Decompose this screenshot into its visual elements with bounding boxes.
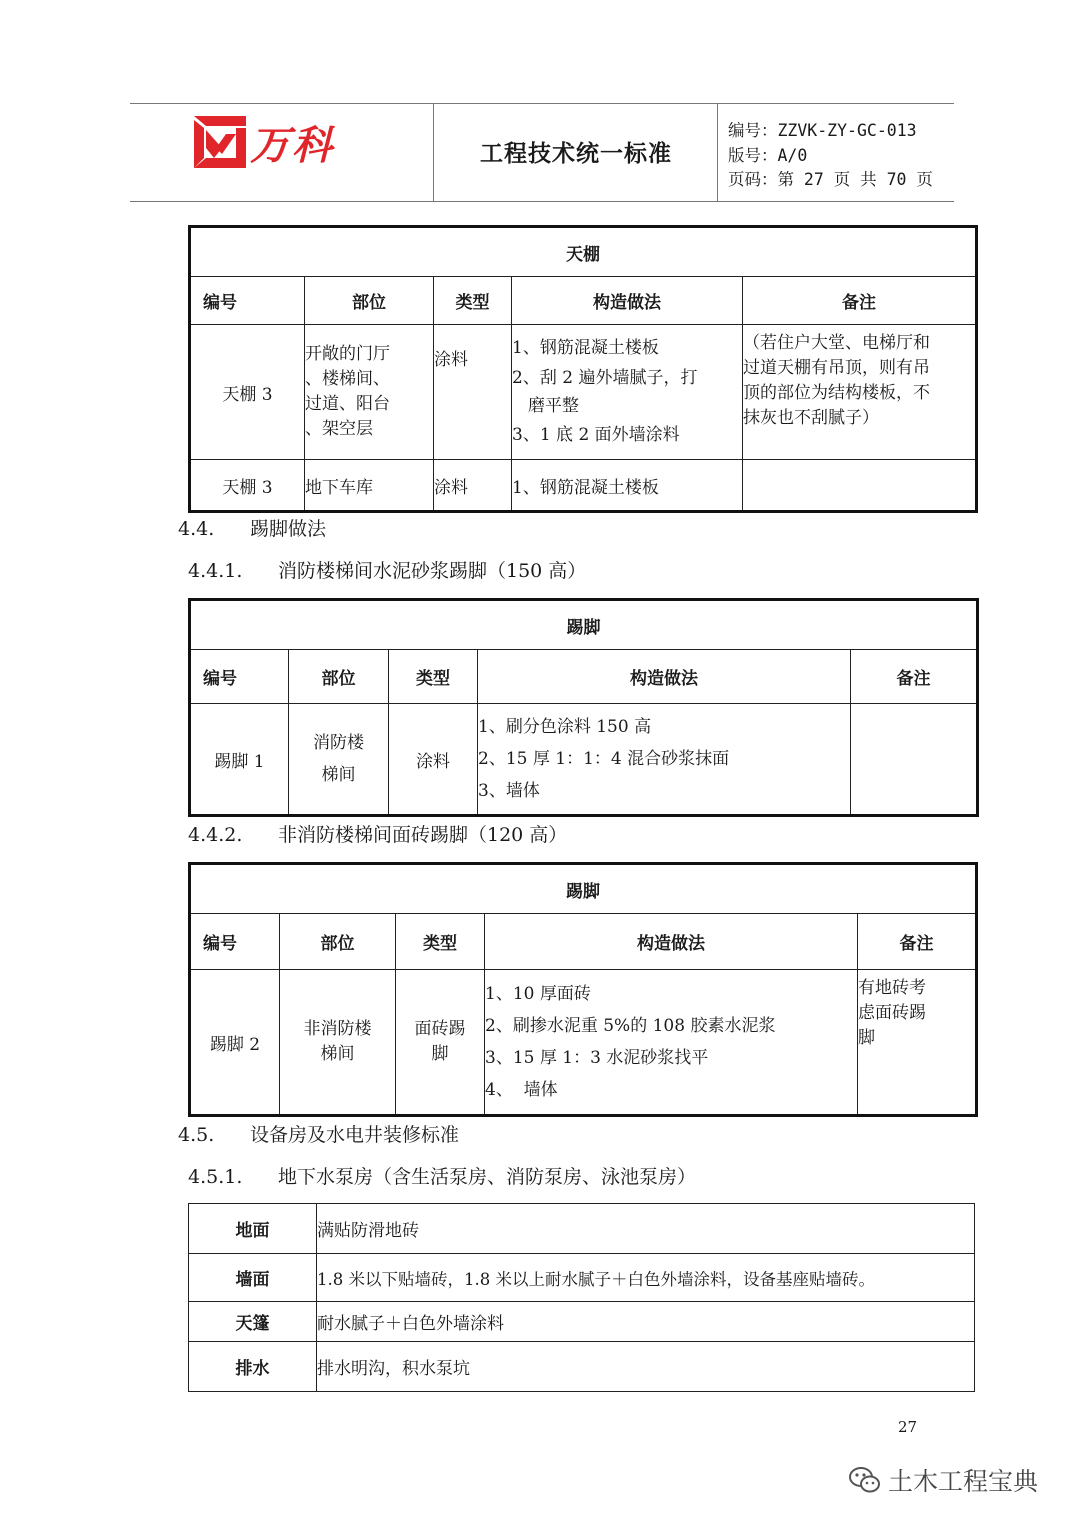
cell-line: 、楼梯间、: [305, 369, 390, 389]
skirting-table-2: [188, 862, 978, 1117]
cell-remark: [858, 970, 977, 1116]
column-header: 备注: [858, 914, 977, 970]
column-header: 构造做法: [478, 650, 851, 704]
cell-line: 消防楼: [313, 733, 364, 753]
section-heading: [178, 514, 326, 541]
page-info: 页码：第 27 页 共 70 页: [728, 170, 933, 189]
cell-line: 磨平整: [528, 396, 579, 416]
cell-type: 涂料: [434, 460, 512, 512]
cell-line: 面砖踢: [414, 1019, 466, 1039]
cell-method: 1、钢筋混凝土楼板: [512, 460, 743, 512]
wechat-icon: [848, 1465, 882, 1495]
cell-location: 地下车库: [305, 460, 434, 512]
cell-type: 涂料: [389, 704, 478, 816]
cell-line: 过道天棚有吊顶，则有吊: [743, 358, 930, 378]
cell-line: 脚: [858, 1028, 875, 1048]
row-value: 满贴防滑地砖: [317, 1204, 975, 1254]
cell-line: 有地砖考: [858, 978, 926, 998]
cell-line: 、架空层: [305, 419, 373, 439]
column-header: 类型: [396, 914, 485, 970]
watermark-text: 土木工程宝典: [888, 1467, 1039, 1496]
cell-method: [485, 970, 858, 1116]
column-header: 编号: [190, 277, 305, 325]
cell-line: 梯间: [321, 765, 356, 785]
cell-location: [305, 325, 434, 460]
cell-location: [280, 970, 396, 1116]
row-label: 天篷: [189, 1302, 317, 1342]
row-label: 排水: [189, 1342, 317, 1392]
row-label: 地面: [189, 1204, 317, 1254]
column-header: 备注: [851, 650, 978, 704]
table-row: [190, 970, 977, 1116]
section-number: 4.5.1.: [188, 1166, 243, 1188]
table-row: [189, 1204, 975, 1254]
column-header: 编号: [190, 914, 280, 970]
cell-line: 非消防楼: [303, 1019, 372, 1039]
column-header: 编号: [190, 650, 289, 704]
table-row: [190, 460, 977, 512]
cell-line: 抹灰也不刮腻子）: [743, 408, 879, 428]
document-version: 版号：A/0: [728, 146, 808, 165]
section-heading: [188, 1162, 696, 1189]
cell-line: 3、墙体: [478, 781, 540, 801]
cell-line: 1、刷分色涂料 150 高: [478, 717, 652, 737]
cell-line: 1、10 厚面砖: [485, 984, 591, 1004]
section-number: 4.5.: [178, 1124, 215, 1146]
cell-line: 开敞的门厅: [305, 344, 390, 364]
cell-type: 涂料: [434, 325, 512, 460]
column-header: 构造做法: [485, 914, 858, 970]
cell-line: 2、15 厚 1：1：4 混合砂浆抹面: [478, 749, 730, 769]
pump-room-table: [188, 1203, 975, 1392]
row-value: 排水明沟，积水泵坑: [317, 1342, 975, 1392]
cell-line: 过道、阳台: [305, 394, 390, 414]
row-value: 耐水腻子＋白色外墙涂料: [317, 1302, 975, 1342]
cell-line: 3、15 厚 1：3 水泥砂浆找平: [485, 1048, 709, 1068]
section-number: 4.4.2.: [188, 824, 243, 846]
row-value: 1.8 米以下贴墙砖，1.8 米以上耐水腻子＋白色外墙涂料，设备基座贴墙砖。: [317, 1254, 975, 1302]
cell-line: 3、1 底 2 面外墙涂料: [512, 425, 680, 445]
table-row: [189, 1302, 975, 1342]
document-title: 工程技术统一标准: [480, 141, 672, 167]
cell-line: （若住户大堂、电梯厅和: [743, 333, 930, 353]
table-row: [190, 325, 977, 460]
section-number: 4.4.1.: [188, 560, 243, 582]
cell-location: [289, 704, 389, 816]
column-header: 部位: [280, 914, 396, 970]
column-header: 备注: [743, 277, 977, 325]
cell-code: 踢脚 2: [190, 970, 280, 1116]
column-header: 构造做法: [512, 277, 743, 325]
vanke-logo-mark-icon: [192, 114, 248, 170]
header-bottom-rule: [130, 201, 954, 202]
cell-remark: [743, 460, 977, 512]
section-heading: [188, 820, 567, 847]
column-header: 部位: [305, 277, 434, 325]
cell-line: 顶的部位为结构楼板，不: [743, 383, 930, 403]
table-row: [189, 1254, 975, 1302]
table-row: [189, 1342, 975, 1392]
column-header: 类型: [389, 650, 478, 704]
skirting-table-1: [188, 598, 979, 817]
section-title: 地下水泵房（含生活泵房、消防泵房、泳池泵房）: [278, 1166, 697, 1188]
logo-text: 万科: [250, 123, 334, 169]
watermark: [848, 1462, 1038, 1498]
cell-code: 天棚 3: [190, 460, 305, 512]
cell-line: 2、刷掺水泥重 5%的 108 胶素水泥浆: [485, 1016, 776, 1036]
table-header-row: [190, 650, 978, 704]
cell-remark: [851, 704, 978, 816]
column-header: 部位: [289, 650, 389, 704]
cell-type: [396, 970, 485, 1116]
table-caption: 天棚: [190, 227, 977, 277]
cell-method: [478, 704, 851, 816]
table-header-row: [190, 914, 977, 970]
ceiling-table: [188, 225, 978, 513]
page-number: 27: [898, 1418, 918, 1436]
section-title: 设备房及水电井装修标准: [250, 1124, 460, 1146]
table-header-row: [190, 277, 977, 325]
section-heading: [188, 556, 586, 583]
cell-line: 虑面砖踢: [858, 1003, 926, 1023]
section-number: 4.4.: [178, 518, 215, 540]
cell-method: [512, 325, 743, 460]
cell-line: 2、刮 2 遍外墙腻子，打: [512, 368, 698, 388]
table-row: [190, 704, 978, 816]
cell-line: 4、 墙体: [485, 1080, 558, 1100]
cell-line: 脚: [431, 1044, 449, 1064]
section-heading: [178, 1120, 459, 1147]
section-title: 踢脚做法: [250, 518, 327, 540]
cell-line: 1、钢筋混凝土楼板: [512, 338, 659, 358]
table-caption: 踢脚: [190, 600, 978, 650]
column-header: 类型: [434, 277, 512, 325]
cell-code: 天棚 3: [190, 325, 305, 460]
section-title: 消防楼梯间水泥砂浆踢脚（150 高）: [278, 560, 587, 582]
header-top-rule: [130, 103, 954, 104]
cell-line: 梯间: [320, 1044, 355, 1064]
cell-remark: [743, 325, 977, 460]
company-logo: [192, 112, 372, 172]
section-title: 非消防楼梯间面砖踢脚（120 高）: [278, 824, 568, 846]
cell-code: 踢脚 1: [190, 704, 289, 816]
table-caption: 踢脚: [190, 864, 977, 914]
row-label: 墙面: [189, 1254, 317, 1302]
document-number: 编号：ZZVK-ZY-GC-013: [728, 121, 917, 140]
